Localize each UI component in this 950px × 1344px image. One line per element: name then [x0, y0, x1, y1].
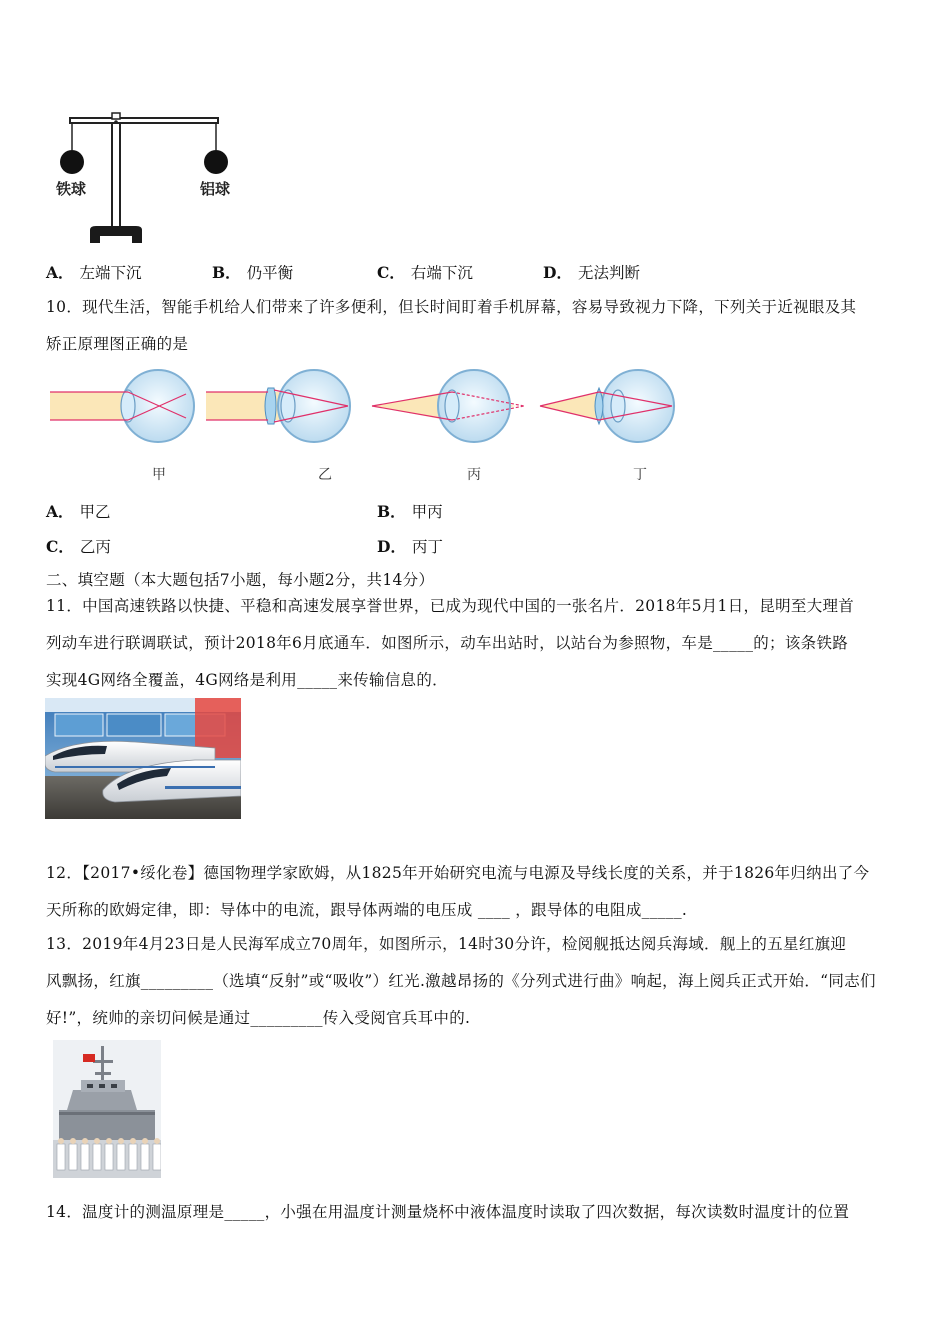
eye-diagrams	[46, 362, 686, 487]
q10-option-b	[377, 500, 443, 522]
q12-stem-line2: 天所称的欧姆定律，即：导体中的电流，跟导体两端的电压成 ____ ，跟导体的电阻成_____.	[46, 901, 688, 919]
q11-stem-line3: 实现4G网络全覆盖，4G网络是利用_____来传输信息的．	[46, 671, 448, 689]
balance-figure	[50, 108, 250, 248]
q10-stem-line2: 矫正原理图正确的是	[46, 335, 189, 353]
eye-diagrams-drawing	[46, 362, 686, 452]
eye-label-yi: 乙	[318, 467, 332, 483]
option-letter: B．	[377, 502, 406, 521]
q13-stem-line1: 13．2019年4月23日是人民海军成立70周年，如图所示，14时30分许，检阅舰抵达阅兵海域．舰上的五星红旗迎	[46, 935, 847, 953]
q10-option-d	[377, 535, 443, 557]
option-letter: D．	[377, 537, 406, 556]
eye-label-jia: 甲	[152, 467, 166, 483]
q10-option-c	[46, 535, 111, 557]
option-text: 乙丙	[79, 538, 111, 556]
option-text: 甲乙	[79, 503, 111, 521]
option-text: 甲丙	[411, 503, 443, 521]
option-text: 仍平衡	[246, 264, 294, 282]
option-letter: D．	[543, 263, 572, 282]
q12-stem-line1: 12．【2017•绥化卷】德国物理学家欧姆，从1825年开始研究电流与电源及导线长度的关系，并于1826年归纳出了今	[46, 864, 870, 882]
eye-diagram-bing	[372, 370, 524, 442]
eye-diagram-yi	[206, 370, 350, 442]
option-letter: C．	[46, 537, 74, 556]
q10-stem-line1: 10．现代生活，智能手机给人们带来了许多便利，但长时间盯着手机屏幕，容易导致视力下降，下列关于近视眼及其	[46, 298, 857, 316]
q9-option-b	[212, 261, 293, 283]
q9-option-d	[543, 261, 640, 283]
option-text: 右端下沉	[410, 264, 473, 282]
aluminum-ball-label: 铝球	[200, 180, 231, 198]
eye-label-ding: 丁	[633, 467, 647, 483]
iron-ball-label: 铁球	[56, 180, 87, 198]
q14-stem-line1: 14．温度计的测温原理是_____，小强在用温度计测量烧杯中液体温度时读取了四次数据，每次读数时温度计的位置	[46, 1203, 850, 1221]
q9-option-c	[377, 261, 473, 283]
option-letter: C．	[377, 263, 405, 282]
q13-stem-line2: 风飘扬，红旗_________（选填“反射”或“吸收”）红光.激越昂扬的《分列式进行曲》响起，海上阅兵正式开始．“同志们	[46, 972, 876, 990]
option-text: 无法判断	[577, 264, 640, 282]
q11-stem-line2: 列动车进行联调联试，预计2018年6月底通车．如图所示，动车出站时，以站台为参照物，车是_____的；该条铁路	[46, 634, 849, 652]
q10-option-a	[46, 500, 111, 522]
q13-stem-line3: 好!”，统帅的亲切问候是通过_________传入受阅官兵耳中的.	[46, 1009, 471, 1027]
section-heading: 二、填空题（本大题包括7小题，每小题2分，共14分）	[46, 571, 435, 589]
option-text: 丙丁	[411, 538, 443, 556]
eye-diagram-jia	[50, 370, 194, 442]
option-letter: A．	[46, 263, 74, 282]
train-photo	[45, 698, 241, 819]
warship-illustration	[53, 1040, 161, 1178]
q9-option-a	[46, 261, 142, 283]
train-illustration	[45, 698, 241, 819]
q11-stem-line1: 11．中国高速铁路以快捷、平稳和高速发展享誉世界，已成为现代中国的一张名片．2018年5月1日，昆明至大理首	[46, 597, 855, 615]
eye-label-bing: 丙	[467, 467, 481, 483]
option-text: 左端下沉	[79, 264, 142, 282]
option-letter: B．	[212, 263, 241, 282]
eye-diagram-ding	[540, 370, 676, 442]
warship-photo	[53, 1040, 161, 1178]
option-letter: A．	[46, 502, 74, 521]
